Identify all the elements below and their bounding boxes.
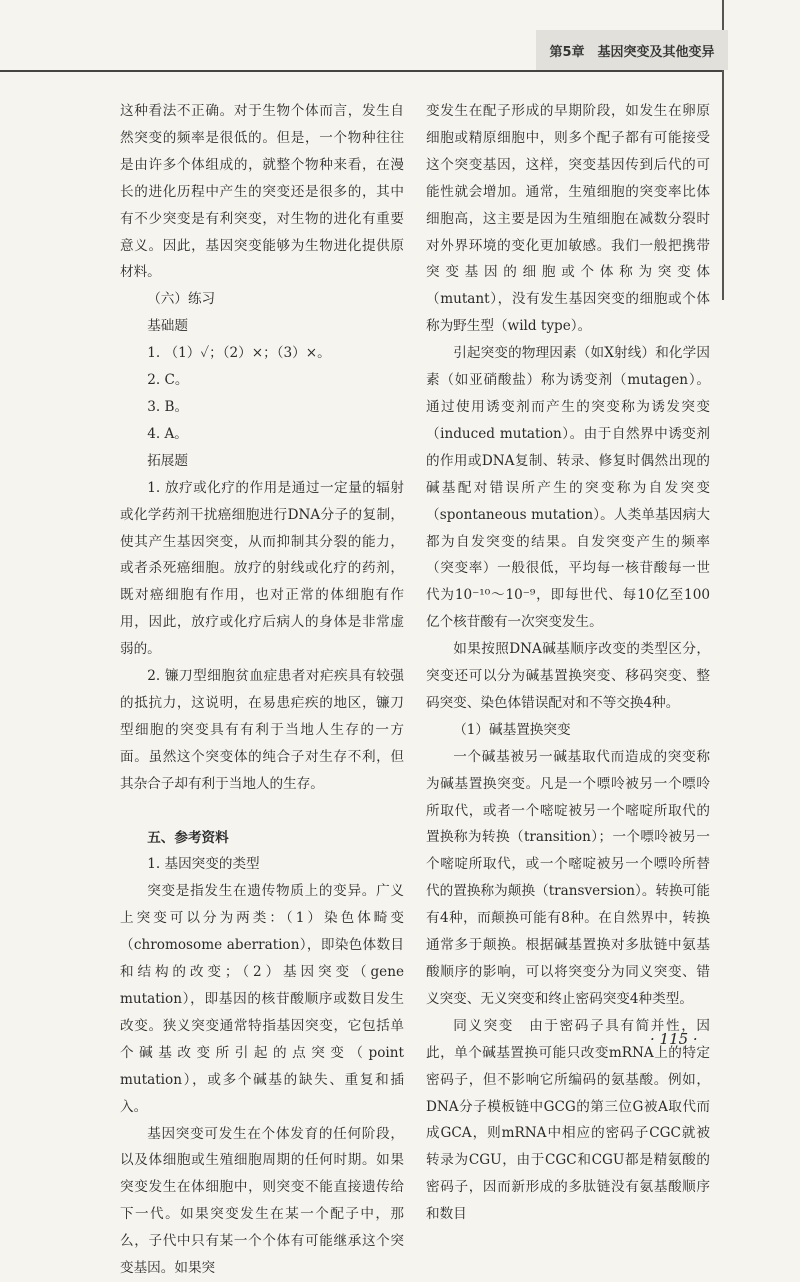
answer-item: 1. （1）✓；（2）×；（3）×。 <box>147 345 331 362</box>
paragraph: 如果按照DNA碱基顺序改变的类型区分，突变还可以分为碱基置换突变、移码突变、整码突变、染色体错误配对和不等交换4种。 <box>426 641 710 711</box>
paragraph: 一个碱基被另一碱基取代而造成的突变称为碱基置换突变。凡是一个嘌呤被另一个嘌呤所取代，或者一个嘧啶被另一个嘧啶所取代的置换称为转换（transition）；一个嘌呤被另一个嘧啶所取代，或一个嘧啶被另一个嘌呤所替代的置换称为颠换（transversion）。转换可能有4种，而颠换可能有8种。在自然界中，转换通常多于颠换。根据碱基置换对多肽链中氨基酸顺序的影响，可以将突变分为同义突变、错义突变、无义突变和终止密码突变4种类型。 <box>426 748 710 1007</box>
subheading: 拓展题 <box>147 452 188 469</box>
header-rule <box>0 70 722 72</box>
chapter-title: 第5章 基因突变及其他变异 <box>549 44 715 60</box>
section-heading: 五、参考资料 <box>147 829 229 846</box>
answer-item: 2. C。 <box>147 372 189 389</box>
paragraph: 引起突变的物理因素（如X射线）和化学因素（如亚硝酸盐）称为诱变剂（mutagen）。通过使用诱变剂而产生的突变称为诱发突变（induced mutation）。由于自然界中诱变剂的作用或DNA复制、转录、修复时偶然出现的碱基配对错误所产生的突变称为自发突变（spontaneous mutation）。人类单基因病大都为自发突变的结果。自发突变产生的频率（突变率）一般很低，平均每一核苷酸每一世代为10⁻¹⁰～10⁻⁹，即每世代、每10亿至100亿个核苷酸有一次突变发生。 <box>426 345 710 631</box>
subheading: 1. 基因突变的类型 <box>147 856 260 873</box>
paragraph: 同义突变 由于密码子具有简并性，因此，单个碱基置换可能只改变mRNA上的特定密码子，但不影响它所编码的氨基酸。例如，DNA分子模板链中GCG的第三位G被A取代而成GCA，则mRNA中相应的密码子CGC就被转录为CGU，由于CGC和CGU都是精氨酸的密码子，因而新形成的多肽链没有氨基酸顺序和数目 <box>426 1017 710 1223</box>
subheading: 基础题 <box>147 318 188 335</box>
right-column <box>426 98 710 1228</box>
paragraph: 1. 放疗或化疗的作用是通过一定量的辐射或化学药剂干扰癌细胞进行DNA分子的复制，使其产生基因突变，从而抑制其分裂的能力，或者杀死癌细胞。放疗的射线或化疗的药剂，既对癌细胞有作用，也对正常的体细胞有作用，因此，放疗或化疗后病人的身体是非常虚弱的。 <box>120 479 404 658</box>
answer-item: 3. B。 <box>147 398 189 415</box>
subsection-heading: （六）练习 <box>147 291 216 308</box>
paragraph: 这种看法不正确。对于生物个体而言，发生自然突变的频率是很低的。但是，一个物种往往是由许多个体组成的，就整个物种来看，在漫长的进化历程中产生的突变还是很多的，其中有不少突变是有利突变，对生物的进化有重要意义。因此，基因突变能够为生物进化提供原材料。 <box>120 103 404 281</box>
paragraph: 基因突变可发生在个体发育的任何阶段，以及体细胞或生殖细胞周期的任何时期。如果突变发生在体细胞中，则突变不能直接遗传给下一代。如果突变发生在某一个配子中，那么，子代中只有某一个个体有可能继承这个突变基因。如果突 <box>120 1125 404 1277</box>
paragraph: 突变是指发生在遗传物质上的变异。广义上突变可以分为两类：（1）染色体畸变（chromosome aberration），即染色体数目和结构的改变；（2）基因突变（gene mutation），即基因的核苷酸顺序或数目发生改变。狭义突变通常特指基因突变，它包括单个碱基改变所引起的点突变（point mutation），或多个碱基的缺失、重复和插入。 <box>120 883 404 1115</box>
paragraph: 2. 镰刀型细胞贫血症患者对疟疾具有较强的抵抗力，这说明，在易患疟疾的地区，镰刀型细胞的突变具有有利于当地人生存的一方面。虽然这个突变体的纯合子对生存不利，但其杂合子却有利于当地人的生存。 <box>120 668 404 792</box>
page-number: · 115 · <box>650 1030 698 1048</box>
answer-item: 4. A。 <box>147 425 188 442</box>
left-column <box>120 98 404 1282</box>
paragraph: 变发生在配子形成的早期阶段，如发生在卵原细胞或精原细胞中，则多个配子都有可能接受这个突变基因，这样，突变基因传到后代的可能性就会增加。通常，生殖细胞的突变率比体细胞高，这主要是因为生殖细胞在减数分裂时对外界环境的变化更加敏感。我们一般把携带突变基因的细胞或个体称为突变体（mutant），没有发生基因突变的细胞或个体称为野生型（wild type）。 <box>426 103 710 335</box>
subheading: （1）碱基置换突变 <box>453 721 571 738</box>
running-header <box>536 30 728 70</box>
